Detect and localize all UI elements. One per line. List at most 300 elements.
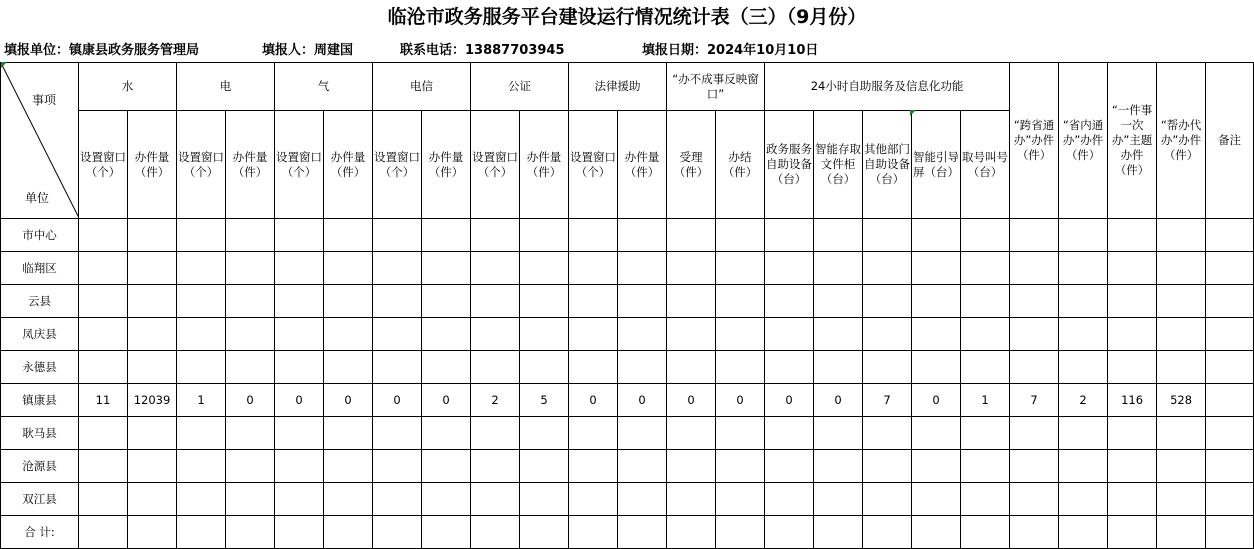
- table-row: [1, 483, 1254, 516]
- table-row: [1, 384, 1254, 417]
- table-cell[interactable]: [765, 252, 814, 285]
- table-cell[interactable]: [1206, 516, 1254, 549]
- table-cell[interactable]: [275, 450, 324, 483]
- table-cell[interactable]: [863, 516, 912, 549]
- table-cell[interactable]: [324, 516, 373, 549]
- cell-comment-marker: [910, 110, 916, 116]
- table-cell[interactable]: [373, 450, 422, 483]
- table-cell[interactable]: 0: [373, 384, 422, 417]
- header-cross-province: “跨省通办”办件（件）: [1010, 63, 1059, 219]
- table-cell[interactable]: [618, 252, 667, 285]
- table-cell[interactable]: [961, 318, 1010, 351]
- subheader-cases: 办件量（件）: [324, 111, 373, 219]
- header-help-service: “帮办代办”办件（件）: [1157, 63, 1206, 219]
- table-cell[interactable]: [422, 318, 471, 351]
- table-cell[interactable]: [373, 252, 422, 285]
- header-in-province: “省内通办”办件（件）: [1059, 63, 1108, 219]
- table-cell[interactable]: [177, 516, 226, 549]
- table-cell[interactable]: [177, 285, 226, 318]
- table-cell[interactable]: [79, 219, 128, 252]
- table-cell[interactable]: [863, 318, 912, 351]
- table-cell[interactable]: [1010, 417, 1059, 450]
- table-cell[interactable]: 0: [422, 384, 471, 417]
- row-unit-name: 永德县: [1, 351, 79, 384]
- table-cell[interactable]: 1: [177, 384, 226, 417]
- group-header-legal-aid: 法律援助: [569, 63, 667, 111]
- report-date: 填报日期：2024年10月10日: [642, 43, 819, 58]
- table-cell[interactable]: [1059, 351, 1108, 384]
- table-cell[interactable]: [422, 252, 471, 285]
- table-cell[interactable]: [863, 351, 912, 384]
- table-cell[interactable]: [569, 252, 618, 285]
- table-cell[interactable]: 0: [765, 384, 814, 417]
- table-cell[interactable]: [520, 483, 569, 516]
- table-cell[interactable]: [1157, 219, 1206, 252]
- table-cell[interactable]: [471, 318, 520, 351]
- table-cell[interactable]: [128, 417, 177, 450]
- table-row: [1, 219, 1254, 252]
- table-cell[interactable]: [1010, 516, 1059, 549]
- table-cell[interactable]: [1059, 219, 1108, 252]
- subheader-windows: 设置窗口（个）: [79, 111, 128, 219]
- table-cell[interactable]: [618, 285, 667, 318]
- subheader-cases: 办件量（件）: [226, 111, 275, 219]
- table-cell[interactable]: [1059, 252, 1108, 285]
- table-cell[interactable]: [961, 417, 1010, 450]
- table-cell[interactable]: 0: [569, 384, 618, 417]
- table-cell[interactable]: [79, 351, 128, 384]
- table-cell[interactable]: 12039: [128, 384, 177, 417]
- subheader-windows: 设置窗口（个）: [177, 111, 226, 219]
- table-cell[interactable]: [324, 351, 373, 384]
- table-cell[interactable]: [765, 285, 814, 318]
- table-cell[interactable]: [422, 351, 471, 384]
- row-unit-name: 凤庆县: [1, 318, 79, 351]
- table-cell[interactable]: [422, 450, 471, 483]
- table-cell[interactable]: [275, 417, 324, 450]
- table-cell[interactable]: [1108, 516, 1157, 549]
- table-cell[interactable]: [79, 450, 128, 483]
- table-cell[interactable]: [373, 483, 422, 516]
- table-cell[interactable]: [1010, 450, 1059, 483]
- table-cell[interactable]: [814, 285, 863, 318]
- group-header-water: 水: [79, 63, 177, 111]
- table-cell[interactable]: [716, 318, 765, 351]
- table-row: [1, 318, 1254, 351]
- row-unit-name: 镇康县: [1, 384, 79, 417]
- table-cell[interactable]: [569, 450, 618, 483]
- table-cell[interactable]: [667, 516, 716, 549]
- table-cell[interactable]: [128, 252, 177, 285]
- table-cell[interactable]: 7: [1010, 384, 1059, 417]
- table-cell[interactable]: [814, 516, 863, 549]
- header-remark: 备注: [1206, 63, 1254, 219]
- table-cell[interactable]: [373, 417, 422, 450]
- table-cell[interactable]: [765, 516, 814, 549]
- table-cell[interactable]: [765, 417, 814, 450]
- table-cell[interactable]: [128, 318, 177, 351]
- table-cell[interactable]: [79, 318, 128, 351]
- table-cell[interactable]: 0: [667, 384, 716, 417]
- table-cell[interactable]: [716, 483, 765, 516]
- row-unit-name: 云县: [1, 285, 79, 318]
- table-cell[interactable]: [275, 351, 324, 384]
- row-unit-name: 合 计:: [1, 516, 79, 549]
- table-cell[interactable]: [814, 252, 863, 285]
- table-row: [1, 252, 1254, 285]
- table-cell[interactable]: [1157, 417, 1206, 450]
- table-cell[interactable]: [765, 483, 814, 516]
- table-cell[interactable]: [226, 516, 275, 549]
- table-cell[interactable]: [1059, 450, 1108, 483]
- table-cell[interactable]: [1206, 252, 1254, 285]
- table-cell[interactable]: [79, 252, 128, 285]
- table-cell[interactable]: 1: [961, 384, 1010, 417]
- table-cell[interactable]: [324, 285, 373, 318]
- table-cell[interactable]: [79, 417, 128, 450]
- table-cell[interactable]: [667, 450, 716, 483]
- group-header-complaint-window: “办不成事反映窗口”: [667, 63, 765, 111]
- table-cell[interactable]: [1059, 417, 1108, 450]
- table-cell[interactable]: 2: [1059, 384, 1108, 417]
- table-cell[interactable]: [1010, 252, 1059, 285]
- table-cell[interactable]: [1108, 285, 1157, 318]
- table-cell[interactable]: [1206, 318, 1254, 351]
- table-cell[interactable]: [324, 450, 373, 483]
- table-cell[interactable]: [1157, 318, 1206, 351]
- statistics-table: [0, 62, 1254, 549]
- table-cell[interactable]: 7: [863, 384, 912, 417]
- table-cell[interactable]: [618, 483, 667, 516]
- table-cell[interactable]: [1059, 483, 1108, 516]
- table-cell[interactable]: [520, 252, 569, 285]
- table-cell[interactable]: [1206, 483, 1254, 516]
- table-cell[interactable]: [912, 450, 961, 483]
- table-cell[interactable]: [128, 351, 177, 384]
- row-unit-name: 市中心: [1, 219, 79, 252]
- table-cell[interactable]: [863, 285, 912, 318]
- table-cell[interactable]: 5: [520, 384, 569, 417]
- table-cell[interactable]: [226, 417, 275, 450]
- table-cell[interactable]: [961, 516, 1010, 549]
- table-cell[interactable]: [765, 351, 814, 384]
- table-cell[interactable]: [1108, 483, 1157, 516]
- table-cell[interactable]: [667, 351, 716, 384]
- subheader-cases: 办件量（件）: [128, 111, 177, 219]
- subheader-queue: 取号叫号（台）: [961, 111, 1010, 219]
- table-cell[interactable]: 2: [471, 384, 520, 417]
- table-cell[interactable]: [814, 450, 863, 483]
- table-cell[interactable]: 0: [324, 384, 373, 417]
- table-cell[interactable]: [569, 516, 618, 549]
- table-cell[interactable]: [128, 219, 177, 252]
- table-cell[interactable]: [1157, 483, 1206, 516]
- table-cell[interactable]: [177, 252, 226, 285]
- table-row: [1, 516, 1254, 549]
- group-header-self-service: 24小时自助服务及信息化功能: [765, 63, 1010, 111]
- table-cell[interactable]: [1059, 318, 1108, 351]
- table-cell[interactable]: [814, 417, 863, 450]
- subheader-cases: 办件量（件）: [422, 111, 471, 219]
- table-cell[interactable]: 0: [814, 384, 863, 417]
- table-cell[interactable]: [569, 351, 618, 384]
- table-cell[interactable]: [765, 450, 814, 483]
- table-cell[interactable]: [422, 483, 471, 516]
- subheader-windows: 设置窗口（个）: [275, 111, 324, 219]
- subheader-other-device: 其他部门自助设备（台）: [863, 111, 912, 219]
- table-cell[interactable]: [912, 318, 961, 351]
- subheader-cases: 办件量（件）: [618, 111, 667, 219]
- table-cell[interactable]: [226, 219, 275, 252]
- table-cell[interactable]: [520, 351, 569, 384]
- row-unit-name: 临翔区: [1, 252, 79, 285]
- table-cell[interactable]: [79, 483, 128, 516]
- corner-item-label: 事项: [31, 93, 56, 107]
- table-cell[interactable]: [1010, 351, 1059, 384]
- table-cell[interactable]: [1108, 219, 1157, 252]
- table-cell[interactable]: 0: [716, 384, 765, 417]
- table-cell[interactable]: [520, 219, 569, 252]
- table-cell[interactable]: [324, 252, 373, 285]
- table-cell[interactable]: [275, 219, 324, 252]
- table-row: [1, 450, 1254, 483]
- table-cell[interactable]: [1157, 450, 1206, 483]
- table-cell[interactable]: [1108, 318, 1157, 351]
- table-cell[interactable]: [1059, 516, 1108, 549]
- table-cell[interactable]: [422, 285, 471, 318]
- table-cell[interactable]: [569, 219, 618, 252]
- table-cell[interactable]: [1059, 285, 1108, 318]
- table-cell[interactable]: [667, 285, 716, 318]
- table-cell[interactable]: [863, 219, 912, 252]
- table-cell[interactable]: [324, 318, 373, 351]
- table-cell[interactable]: [422, 516, 471, 549]
- subheader-cases: 办件量（件）: [520, 111, 569, 219]
- table-cell[interactable]: [961, 351, 1010, 384]
- table-cell[interactable]: [128, 516, 177, 549]
- table-cell[interactable]: [1010, 318, 1059, 351]
- table-cell[interactable]: [716, 285, 765, 318]
- row-unit-name: 双江县: [1, 483, 79, 516]
- table-cell[interactable]: [520, 318, 569, 351]
- table-cell[interactable]: [569, 483, 618, 516]
- subheader-done: 办结（件）: [716, 111, 765, 219]
- table-body: [1, 219, 1254, 549]
- table-cell[interactable]: [177, 318, 226, 351]
- table-cell[interactable]: [667, 483, 716, 516]
- table-cell[interactable]: [79, 285, 128, 318]
- table-cell[interactable]: [863, 252, 912, 285]
- group-header-gas: 气: [275, 63, 373, 111]
- table-cell[interactable]: [373, 351, 422, 384]
- table-cell[interactable]: [716, 252, 765, 285]
- table-cell[interactable]: [422, 417, 471, 450]
- table-cell[interactable]: [1206, 417, 1254, 450]
- table-cell[interactable]: [814, 318, 863, 351]
- table-cell[interactable]: [226, 318, 275, 351]
- table-cell[interactable]: [275, 483, 324, 516]
- table-cell[interactable]: [618, 318, 667, 351]
- table-cell[interactable]: [1108, 417, 1157, 450]
- subheader-accept: 受理（件）: [667, 111, 716, 219]
- table-cell[interactable]: [128, 483, 177, 516]
- table-cell[interactable]: [471, 483, 520, 516]
- table-cell[interactable]: [373, 285, 422, 318]
- table-cell[interactable]: [373, 318, 422, 351]
- corner-header: [1, 63, 79, 219]
- subheader-locker: 智能存取文件柜（台）: [814, 111, 863, 219]
- table-cell[interactable]: [226, 450, 275, 483]
- corner-unit-label: 单位: [25, 191, 50, 205]
- table-cell[interactable]: [128, 285, 177, 318]
- table-cell[interactable]: [667, 219, 716, 252]
- table-cell[interactable]: [520, 417, 569, 450]
- table-cell[interactable]: [520, 450, 569, 483]
- table-cell[interactable]: [471, 351, 520, 384]
- contact-phone: 联系电话：13887703945: [400, 43, 565, 58]
- table-cell[interactable]: [961, 483, 1010, 516]
- table-cell[interactable]: [1157, 252, 1206, 285]
- table-cell[interactable]: [226, 252, 275, 285]
- table-cell[interactable]: [569, 285, 618, 318]
- table-cell[interactable]: [1157, 351, 1206, 384]
- table-cell[interactable]: [912, 516, 961, 549]
- report-meta: [0, 36, 1254, 60]
- table-cell[interactable]: [1206, 219, 1254, 252]
- table-cell[interactable]: [226, 285, 275, 318]
- table-cell[interactable]: [912, 483, 961, 516]
- header-one-thing: “一件事一次办”主题办件（件）: [1108, 63, 1157, 219]
- table-cell[interactable]: [1157, 516, 1206, 549]
- table-cell[interactable]: [569, 417, 618, 450]
- table-cell[interactable]: [667, 252, 716, 285]
- table-cell[interactable]: [912, 252, 961, 285]
- table-cell[interactable]: [814, 483, 863, 516]
- table-cell[interactable]: [912, 351, 961, 384]
- table-cell[interactable]: [1206, 384, 1254, 417]
- table-cell[interactable]: 528: [1157, 384, 1206, 417]
- table-cell[interactable]: [275, 318, 324, 351]
- table-cell[interactable]: [618, 516, 667, 549]
- table-cell[interactable]: [177, 417, 226, 450]
- table-cell[interactable]: [618, 417, 667, 450]
- group-header-telecom: 电信: [373, 63, 471, 111]
- table-cell[interactable]: [716, 516, 765, 549]
- table-cell[interactable]: [471, 219, 520, 252]
- table-cell[interactable]: [1010, 285, 1059, 318]
- table-cell[interactable]: [961, 252, 1010, 285]
- table-cell[interactable]: [1206, 450, 1254, 483]
- row-unit-name: 耿马县: [1, 417, 79, 450]
- table-cell[interactable]: [1010, 219, 1059, 252]
- table-cell[interactable]: [1108, 450, 1157, 483]
- table-cell[interactable]: [1157, 285, 1206, 318]
- table-cell[interactable]: [1206, 351, 1254, 384]
- filler-name: 填报人：周建国: [262, 43, 354, 58]
- row-unit-name: 沧源县: [1, 450, 79, 483]
- table-cell[interactable]: [422, 219, 471, 252]
- table-cell[interactable]: [471, 450, 520, 483]
- table-cell[interactable]: [275, 285, 324, 318]
- table-cell[interactable]: [177, 351, 226, 384]
- table-cell[interactable]: [961, 285, 1010, 318]
- table-cell[interactable]: [275, 252, 324, 285]
- table-cell[interactable]: [716, 450, 765, 483]
- table-cell[interactable]: [961, 219, 1010, 252]
- table-cell[interactable]: 116: [1108, 384, 1157, 417]
- table-cell[interactable]: 0: [618, 384, 667, 417]
- table-cell[interactable]: [128, 450, 177, 483]
- table-cell[interactable]: [324, 483, 373, 516]
- table-cell[interactable]: [177, 219, 226, 252]
- table-cell[interactable]: 11: [79, 384, 128, 417]
- table-cell[interactable]: [912, 285, 961, 318]
- table-cell[interactable]: [177, 483, 226, 516]
- table-cell[interactable]: [765, 219, 814, 252]
- table-cell[interactable]: [373, 219, 422, 252]
- table-cell[interactable]: [1206, 285, 1254, 318]
- table-cell[interactable]: 0: [912, 384, 961, 417]
- table-cell[interactable]: [618, 219, 667, 252]
- table-cell[interactable]: [814, 219, 863, 252]
- table-cell[interactable]: [569, 318, 618, 351]
- table-cell[interactable]: [79, 516, 128, 549]
- cell-comment-marker: [1, 62, 7, 68]
- table-cell[interactable]: [1010, 483, 1059, 516]
- subheader-gov-device: 政务服务自助设备（台）: [765, 111, 814, 219]
- table-cell[interactable]: [1108, 252, 1157, 285]
- table-cell[interactable]: [814, 351, 863, 384]
- subheader-windows: 设置窗口（个）: [373, 111, 422, 219]
- table-cell[interactable]: [716, 351, 765, 384]
- table-cell[interactable]: [912, 417, 961, 450]
- table-cell[interactable]: [667, 417, 716, 450]
- table-cell[interactable]: [1108, 351, 1157, 384]
- table-cell[interactable]: 0: [226, 384, 275, 417]
- table-cell[interactable]: [863, 483, 912, 516]
- table-row: [1, 417, 1254, 450]
- table-cell[interactable]: [471, 252, 520, 285]
- table-cell[interactable]: [324, 417, 373, 450]
- group-header-notary: 公证: [471, 63, 569, 111]
- table-cell[interactable]: [765, 318, 814, 351]
- table-cell[interactable]: [520, 285, 569, 318]
- table-row: [1, 285, 1254, 318]
- table-cell[interactable]: [520, 516, 569, 549]
- table-cell[interactable]: [373, 516, 422, 549]
- table-cell[interactable]: [471, 417, 520, 450]
- table-cell[interactable]: [275, 516, 324, 549]
- table-cell[interactable]: [716, 219, 765, 252]
- subheader-windows: 设置窗口（个）: [471, 111, 520, 219]
- table-cell[interactable]: [863, 417, 912, 450]
- subheader-windows: 设置窗口（个）: [569, 111, 618, 219]
- table-cell[interactable]: [226, 483, 275, 516]
- table-cell[interactable]: [226, 351, 275, 384]
- table-cell[interactable]: 0: [275, 384, 324, 417]
- table-cell[interactable]: [716, 417, 765, 450]
- table-cell[interactable]: [912, 219, 961, 252]
- table-cell[interactable]: [667, 318, 716, 351]
- table-cell[interactable]: [618, 351, 667, 384]
- table-cell[interactable]: [961, 450, 1010, 483]
- table-cell[interactable]: [618, 450, 667, 483]
- table-cell[interactable]: [471, 285, 520, 318]
- table-cell[interactable]: [471, 516, 520, 549]
- table-cell[interactable]: [324, 219, 373, 252]
- table-cell[interactable]: [177, 450, 226, 483]
- table-cell[interactable]: [863, 450, 912, 483]
